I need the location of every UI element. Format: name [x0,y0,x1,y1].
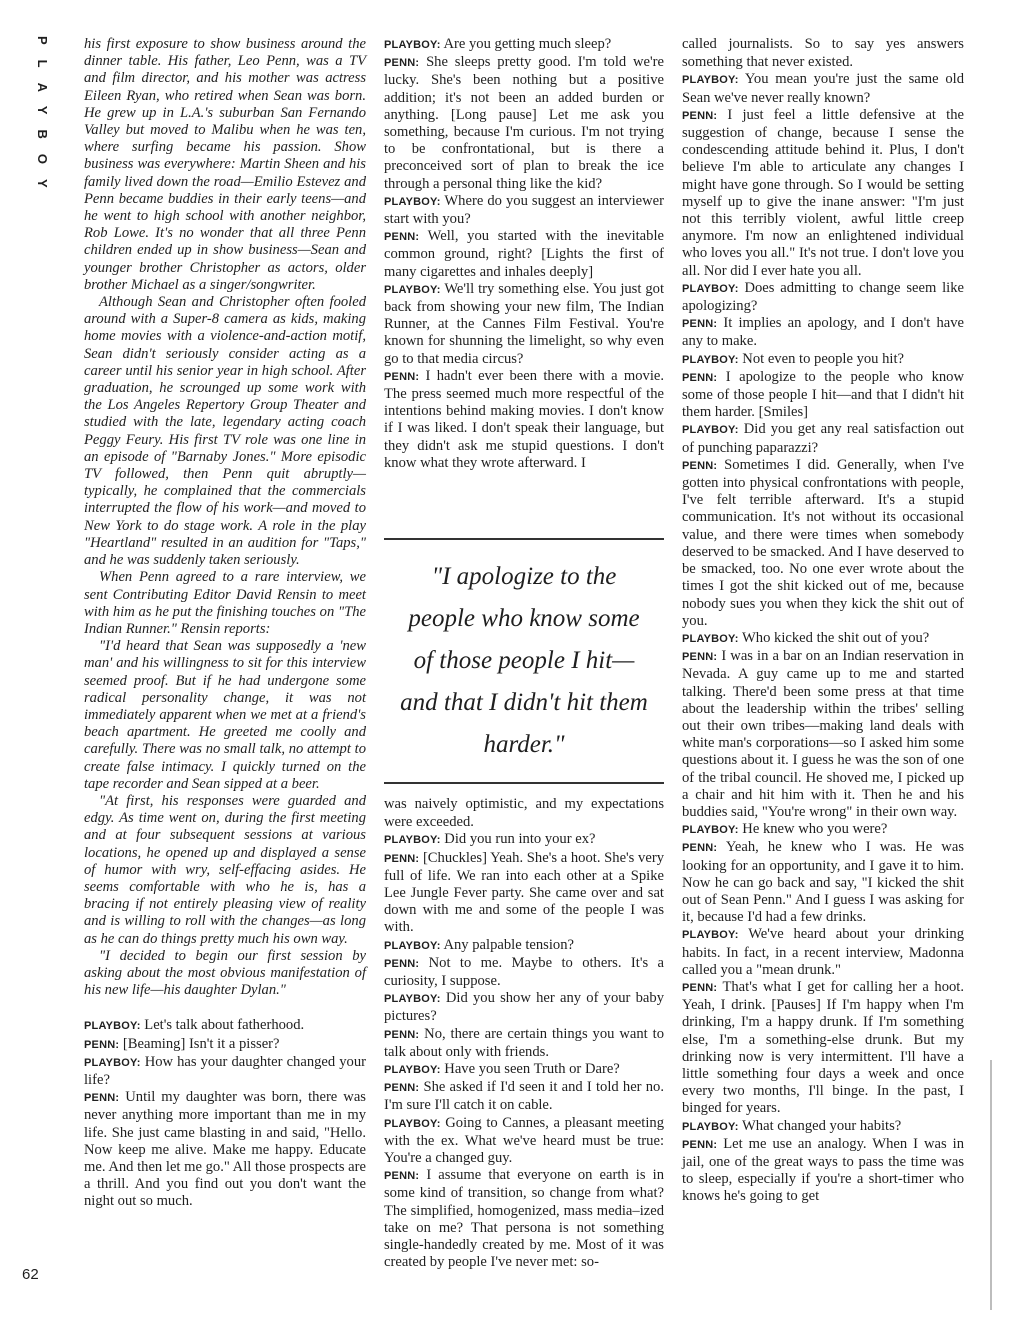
qa-entry [682,1136,964,1206]
qa-text: [Beaming] Isn't it a pisser? [122,1035,280,1052]
qa-text: Let's talk about fatherhood. [144,1017,305,1034]
qa-text: Did you get any real satisfaction out of punching paparazzi? [682,421,964,456]
speaker-label: PLAYBOY: [682,1120,739,1133]
qa-entry [682,457,964,630]
pull-quote-text: "I apologize to the people who know some of those people I hit—and that I didn't hit them harder." [400,563,648,758]
speaker-label: PLAYBOY: [384,1064,441,1077]
qa-entry [682,630,964,648]
qa-text: Until my daughter was born, there was never anything more important than me in my life. She just came blasting in and said, "Hello. Now keep me alive. Make me happy. Educate me. And then let me go." All those prospects are a thrill. And you find out you don't want the night out so much. [84,1089,366,1210]
qa-text: Did you run into your ex? [444,831,596,848]
page-number: 62 [22,1266,39,1283]
speaker-label: PENN: [384,852,420,865]
qa-text: [Chuckles] Yeah. She's a hoot. She's very full of life. We ran into each other at a Spike Lee Jungle Fever party. She came over and sat down with me and some of the people I was with. [384,849,664,936]
qa-text: That's what I get for calling her a hoot. Yeah, I drink. [Pauses] If I'm happy when I'm drinking, I'm a happy drunk. If I'm something else, I'm a something-else drunk. But my drinking now is very intermittent. I'll have a little something four days a week and once every two months, I'll binge. In the past, I binged for years. [682,978,964,1117]
qa-entry [384,193,664,228]
qa-entry [682,421,964,456]
qa-text: How has your daughter changed your life? [84,1053,366,1088]
speaker-label: PENN: [84,1038,120,1051]
qa-text: It implies an apology, and I don't have any to make. [682,315,964,350]
qa-text: Let me use an analogy. When I was in jail, one of the great ways to pass the time was to sleep, especially if you're a short-timer who knows he's going to get [682,1135,965,1205]
qa-entry [384,937,664,955]
speaker-label: PLAYBOY: [384,195,441,208]
qa-entry [682,369,964,422]
qa-entry [384,850,664,937]
speaker-label: PENN: [682,318,718,331]
qa-entry [384,281,664,368]
qa-block [84,1017,366,1210]
qa-entry [682,821,964,839]
qa-entry [384,368,664,472]
qa-entry [682,315,964,350]
speaker-label: PENN: [682,842,718,855]
column-2-continued [384,796,664,1271]
qa-text: Any palpable tension? [443,936,574,953]
qa-text: No, there are certain things you want to talk about only with friends. [384,1025,664,1060]
speaker-label: PLAYBOY: [682,929,739,942]
qa-text: Yeah, he knew who I was. He was looking for an opportunity, and I gave it to him. Now he can go back and say, "I kicked the shit out of Sean Penn." And I guess I was asking for it, because I'd had a few drinks. [682,839,965,926]
intro-paragraph: "At first, his responses were guarded and edgy. As time went on, during the first meeting and at four subsequent sessions at various locations, he opened up and displayed a sense of humor with wry, self-effacing asides. He seems comfortable with who he is, has a bracing if not entirely pleasing view of reality and is willing to roll with the changes—as long as he can do things pretty much his own way. [84,792,366,947]
qa-entry [384,1079,664,1114]
speaker-label: PENN: [384,231,420,244]
qa-entry [384,990,664,1025]
qa-entry [84,1017,366,1035]
speaker-label: PENN: [682,109,718,122]
pull-quote [384,538,664,784]
speaker-label: PLAYBOY: [682,632,739,645]
qa-entry [384,796,664,831]
intro-paragraph: Although Sean and Christopher often fooled around with a Super-8 camera as kids, making home movies with a violence-and-action motif, Sean didn't seriously consider acting as a career until his senior year in high school. After graduation, he scrounged up some work with the Los Angeles Repertory Group Theater and studied with the late, legendary acting coach Peggy Feury. His first TV role was one line in an episode of "Barnaby Jones." More episodic TV followed, then Penn quit abruptly—typically, he complained that the commercials interrupted the flow of his work—and moved to New York to do stage work. A role in the play "Heartland" resulted in an audition for "Taps," and he was suddenly taken seriously. [84,294,366,569]
speaker-label: PENN: [384,57,420,70]
qa-entry [682,979,964,1118]
speaker-label: PENN: [384,1082,420,1095]
page-edge-rule [990,1060,992,1310]
intro-text [84,36,366,999]
qa-entry [682,1118,964,1136]
speaker-label: PLAYBOY: [384,993,441,1006]
qa-entry [84,1089,366,1210]
qa-text: She sleeps pretty good. I'm told we're lucky. She's been nothing but a positive addition; it's not been an added burden or anything. [Long pause] Let me ask you something, because I'm curious. I'm not trying to be confrontational, but is there a preconceived sort of plan to break the ice through a personal thing like the kid? [384,54,664,192]
qa-entry [84,1036,366,1054]
speaker-label: PENN: [682,371,718,384]
qa-text: Sometimes I did. Generally, when I've gotten into physical confrontations with people, I've felt terrible afterward. It's a stupid communication. It's not without its occasional value, and there were times when somebody deserved to be smacked. And I have deserved to be smacked, too. No one ever wrote about the times I got the shit kicked out of me, because nobody sues you when they kick the shit out of you. [682,456,964,629]
qa-entry [682,280,964,315]
qa-entry [682,926,964,979]
qa-entry [682,351,964,369]
qa-text: You mean you're just the same old Sean we've never really known? [682,71,965,106]
qa-entry [384,831,664,849]
speaker-label: PENN: [682,651,718,664]
column-1 [84,36,366,1211]
qa-text: I assume that everyone on earth is in some kind of transition, so change from what? The simplified, homogenized, mass media–ized take on me? That persona is not something single-handedly created by me. Most of it was created by people I've never met: so- [384,1167,664,1271]
speaker-label: PLAYBOY: [682,74,739,87]
qa-text: He knew who you were? [742,821,888,838]
qa-entry [682,71,964,106]
speaker-label: PENN: [384,1028,420,1041]
qa-entry [384,1026,664,1061]
qa-entry [384,54,664,193]
qa-text: Who kicked the shit out of you? [742,629,930,646]
intro-paragraph: his first exposure to show business around the dinner table. His father, Leo Penn, was a TV and film director, and his mother was actress Eileen Ryan, who retired when Sean was born. He grew up in L.A.'s suburban San Fernando Valley but moved to Malibu when he was ten, where surfing became his passion. Show business was everywhere: Martin Sheen and his family lived down the road—Emilio Estevez and Penn became buddies in their early teens—and he went to high school with another neighbor, Rob Lowe. It's no wonder that all three Penn children ended up in show business—Sean and younger brother Christopher as actors, older brother Michael as a singer/songwriter. [84,36,366,293]
speaker-label: PENN: [384,1170,420,1183]
qa-text: Well, you started with the inevitable common ground, right? [Lights the first of many cigarettes and inhales deeply] [384,228,664,280]
speaker-label: PLAYBOY: [682,824,739,837]
qa-entry [682,36,964,71]
intro-paragraph: When Penn agreed to a rare interview, we sent Contributing Editor David Rensin to meet with him as he put the finishing touches on "The Indian Runner." Rensin reports: [84,569,366,637]
qa-entry [384,1115,664,1168]
qa-text: I apologize to the people who know some of those people I hit—and that I didn't hit them harder. [Smiles] [682,368,965,421]
qa-text: We'll try something else. You just got back from showing your new film, The Indian Runner, at the Cannes Film Festival. You're known for shunning the limelight, so why even go to that media circus? [384,280,664,367]
speaker-label: PENN: [384,957,420,970]
speaker-label: PENN: [682,981,718,994]
qa-entry [384,955,664,990]
qa-text: I hadn't ever been there with a movie. The press seemed much more respectful of the intentions behind making movies. I don't know if I was liked. I don't speak their language, but they didn't ask me stupid questions. I don't know what they wrote afterward. I [384,367,664,471]
speaker-label: PENN: [384,370,420,383]
column-3 [682,36,964,1206]
qa-text: Going to Cannes, a pleasant meeting with the ex. What we've heard must be true: You're a changed guy. [384,1114,664,1167]
qa-entry [682,107,964,280]
qa-text: Not even to people you hit? [742,350,904,367]
intro-paragraph: "I decided to begin our first session by asking about the most obvious manifestation of his new life—his daughter Dylan." [84,947,366,999]
intro-paragraph: "I'd heard that Sean was supposedly a 'new man' and his willingness to sit for this interview seemed proof. But if he had undergone some radical personality change, it was not immediately apparent when we met at a friend's beach apartment. He greeted me coolly and carefully. There was no small talk, no attempt to create false intimacy. I quickly turned on the tape recorder and Sean sipped at a beer. [84,638,366,792]
qa-text: She asked if I'd seen it and I told her no. I'm sure I'll catch it on cable. [384,1079,664,1114]
speaker-label: PLAYBOY: [384,1117,441,1130]
qa-entry [384,1061,664,1079]
qa-block [384,796,664,1271]
speaker-label: PLAYBOY: [682,424,739,437]
speaker-label: PENN: [84,1092,120,1105]
speaker-label: PLAYBOY: [682,353,739,366]
qa-entry [384,1167,664,1271]
speaker-label: PENN: [682,459,718,472]
qa-text: called journalists. So to say yes answers something that never existed. [682,36,964,71]
speaker-label: PLAYBOY: [84,1020,141,1033]
qa-entry [384,228,664,281]
speaker-label: PLAYBOY: [384,39,441,51]
qa-entry [682,839,964,926]
speaker-label: PLAYBOY: [384,939,441,952]
speaker-label: PLAYBOY: [384,834,441,847]
speaker-label: PLAYBOY: [682,282,739,295]
qa-block [682,36,964,1206]
qa-text: What changed your habits? [742,1117,902,1134]
qa-text: We've heard about your drinking habits. In fact, in a recent interview, Madonna called you a "mean drunk." [682,926,964,978]
speaker-label: PLAYBOY: [84,1056,141,1069]
qa-text: was naively optimistic, and my expectations were exceeded. [384,796,664,831]
qa-entry [682,648,964,821]
qa-text: Does admitting to change seem like apologizing? [682,279,965,315]
qa-text: Not to me. Maybe to others. It's a curiosity, I suppose. [384,954,664,990]
qa-entry [84,1054,366,1089]
qa-text: Where do you suggest an interviewer start with you? [384,192,664,228]
qa-text: I just feel a little defensive at the suggestion of change, because I sense the condescending attitude behind it. Plus, I don't believe I'm able to articulate any changes I might have gone through. So I would be setting myself up to give the inane answer: "I'm just not this terribly violent, awful little creep anymore. I'm now an enlightened individual who loves you all." It's not true. I don't love you all. Nor did I ever hate you all. [682,106,964,279]
qa-block [384,36,664,472]
qa-entry [384,36,664,54]
qa-text: Did you show her any of your baby pictures? [384,990,664,1025]
speaker-label: PLAYBOY: [384,283,441,296]
speaker-label: PENN: [682,1138,718,1151]
qa-text: Have you seen Truth or Dare? [444,1061,620,1078]
qa-text: Are you getting much sleep? [443,36,612,52]
column-2 [384,36,664,472]
magazine-side-label: PLAYBOY [35,36,50,203]
qa-text: I was in a bar on an Indian reservation in Nevada. A guy came up to me and started talking. There'd been some press at that time about the leadership within the tribes' selling out their own tribes—making land deals with white man's corporations—so I asked him some questions about it. I guess he was the son of one of the tribal council. He shoved me, I picked up a chair and hit him with it. Then he and his buddies said, "You're wrong" in their own way. [682,648,964,820]
